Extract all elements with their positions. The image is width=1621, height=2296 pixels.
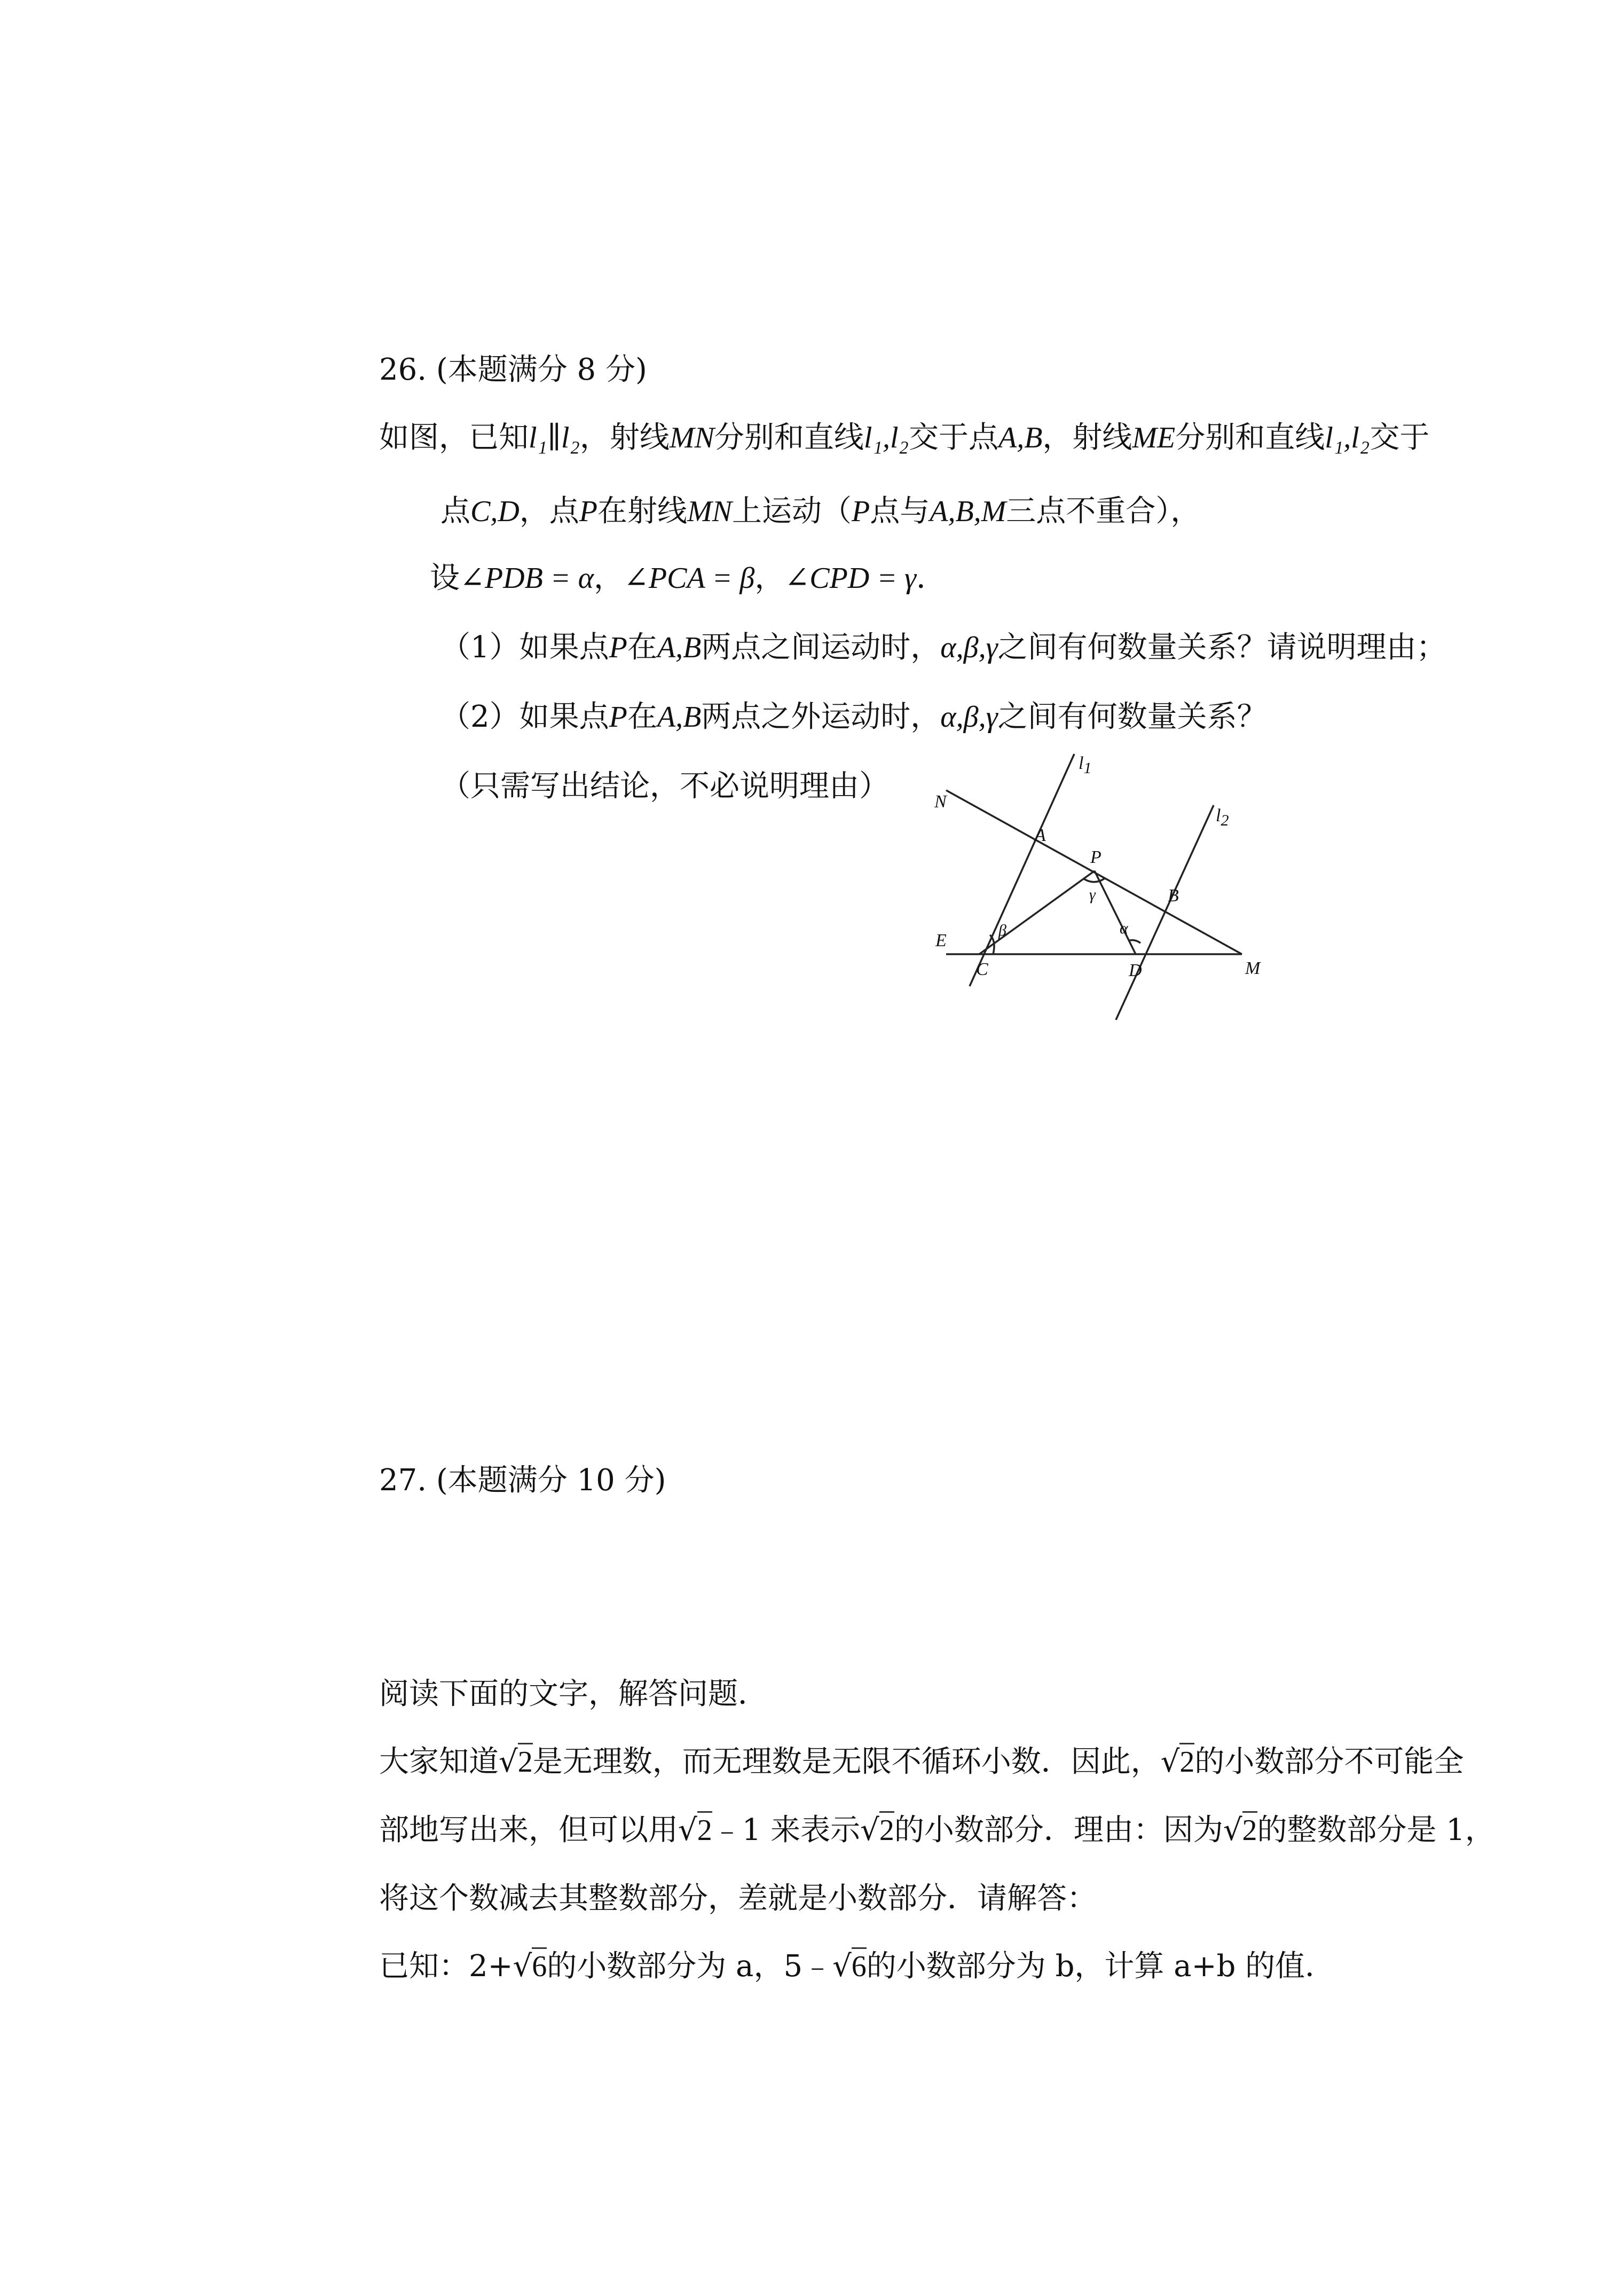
line-l2 bbox=[1116, 805, 1214, 1020]
q26-part1: （1）如果点P在A,B两点之间运动时，α,β,γ之间有何数量关系？请说明理由； bbox=[440, 630, 1446, 665]
q27-header: 27. (本题满分 10 分) bbox=[379, 1463, 666, 1498]
label-d: D bbox=[1129, 961, 1142, 980]
sqrt-symbol: √ bbox=[1223, 1813, 1242, 1847]
label-c: C bbox=[976, 960, 988, 979]
geometry-diagram bbox=[918, 748, 1281, 1025]
q26-line1: 如图，已知l₁∥l₂，射线MN分别和直线l₁,l₂交于点A,B，射线ME分别和直线l₁,l₂交于 bbox=[379, 420, 1430, 455]
q27-p5: 已知：2+√6的小数部分为 a，5﹣√6的小数部分为 b，计算 a+b 的值． bbox=[379, 1952, 1335, 1982]
sqrt-symbol: √ bbox=[832, 1949, 852, 1984]
q26-header: 26. (本题满分 8 分) bbox=[379, 352, 647, 387]
label-l2: l2 bbox=[1216, 806, 1229, 829]
label-p: P bbox=[1090, 847, 1101, 867]
q26-note: （只需写出结论，不必说明理由） bbox=[440, 769, 889, 804]
parallel-expression: l₁∥l₂ bbox=[529, 421, 580, 454]
geometry-figure bbox=[918, 748, 1281, 1025]
segment-pc bbox=[979, 871, 1095, 954]
label-l1: l1 bbox=[1079, 753, 1092, 777]
label-a: A bbox=[1035, 825, 1046, 845]
sqrt-symbol: √ bbox=[678, 1813, 697, 1847]
q26-line2: 点C,D，点P在射线MN上运动（P点与A,B,M三点不重合）， bbox=[440, 494, 1201, 529]
label-beta: β bbox=[998, 922, 1006, 939]
label-alpha: α bbox=[1120, 919, 1128, 937]
q26-line3: 设∠PDB = α，∠PCA = β，∠CPD = γ． bbox=[430, 561, 947, 595]
q27-p3: 部地写出来，但可以用√2﹣1 来表示√2的小数部分．理由：因为√2的整数部分是 1， bbox=[379, 1815, 1495, 1845]
q27-p2: 大家知道√2是无理数，而无理数是无限不循环小数．因此，√2的小数部分不可能全 bbox=[379, 1747, 1463, 1777]
label-gamma: γ bbox=[1089, 886, 1096, 903]
q26-part2: （2）如果点P在A,B两点之外运动时，α,β,γ之间有何数量关系？ bbox=[440, 699, 1267, 734]
label-e: E bbox=[935, 931, 947, 950]
q27-p1: 阅读下面的文字，解答问题． bbox=[379, 1677, 768, 1711]
label-b: B bbox=[1168, 886, 1179, 906]
sqrt-symbol: √ bbox=[860, 1813, 879, 1847]
label-m: M bbox=[1245, 958, 1261, 978]
q27-p4: 将这个数减去其整数部分，差就是小数部分．请解答： bbox=[379, 1881, 1097, 1916]
arc-gamma bbox=[1084, 878, 1105, 882]
line-l1 bbox=[970, 754, 1074, 986]
label-n: N bbox=[934, 792, 947, 812]
sqrt-symbol: √ bbox=[1160, 1744, 1180, 1779]
sqrt-symbol: √ bbox=[513, 1949, 532, 1984]
sqrt-symbol: √ bbox=[499, 1744, 518, 1779]
